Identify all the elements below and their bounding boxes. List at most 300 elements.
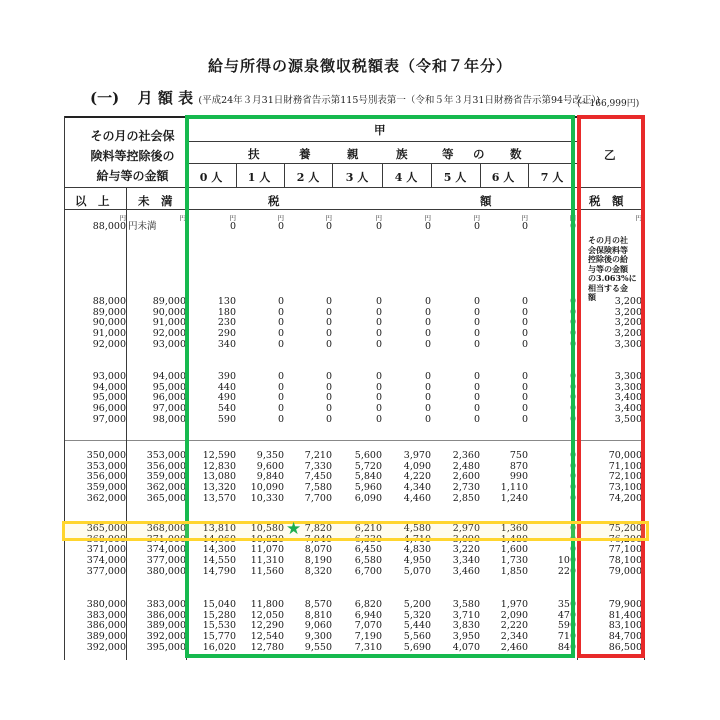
ko-tax-cell: 470 <box>557 609 576 621</box>
ko-tax-cell: 10,580 <box>250 523 284 534</box>
ko-tax-cell: 1,970 <box>500 599 528 610</box>
bracket-from: 374,000 <box>86 555 126 567</box>
ko-tax-cell: 2,850 <box>452 492 480 504</box>
ko-tax-cell: 5,560 <box>403 631 431 643</box>
bracket-to: 円未満 <box>128 221 157 232</box>
bracket-from: 95,000 <box>92 392 126 404</box>
yen-unit: 円 <box>229 214 236 222</box>
ko-tax-cell: 0 <box>277 296 284 307</box>
amount-column-caption <box>80 126 185 186</box>
ko-tax-cell: 0 <box>325 221 332 232</box>
bracket-to: 389,000 <box>146 620 186 632</box>
ko-tax-cell: 7,450 <box>304 471 332 483</box>
ko-tax-cell: 9,600 <box>256 460 284 472</box>
ko-tax-cell: 100 <box>557 555 576 567</box>
otsu-tax-cell: 81,400 <box>608 609 642 621</box>
bracket-from: 377,000 <box>86 565 126 577</box>
ko-tax-cell: 390 <box>217 371 236 382</box>
ko-tax-cell: 6,450 <box>354 544 382 556</box>
ko-tax-cell: 0 <box>375 338 382 350</box>
table-name: 月 額 表 <box>137 89 194 107</box>
ko-tax-cell: 8,070 <box>304 544 332 556</box>
ko-tax-cell: 230 <box>217 317 236 329</box>
ko-tax-cell: 9,300 <box>304 631 332 643</box>
ko-tax-cell: 13,320 <box>202 482 236 494</box>
ko-tax-cell: 0 <box>569 471 576 483</box>
bracket-to: 353,000 <box>146 450 186 461</box>
otsu-tax-cell: 76,200 <box>608 533 642 545</box>
bracket-to: 94,000 <box>152 371 186 382</box>
ko-tax-cell: 0 <box>325 392 332 404</box>
ko-tax-cell: 590 <box>217 413 236 425</box>
yen-unit: 円 <box>473 214 480 222</box>
bracket-from: 97,000 <box>92 413 126 425</box>
dependents-label-char: 族 <box>396 147 408 161</box>
ko-tax-cell: 15,530 <box>202 620 236 632</box>
otsu-tax-cell: 77,100 <box>608 544 642 556</box>
ko-tax-cell: 290 <box>217 328 236 340</box>
yen-unit: 円 <box>375 214 382 222</box>
bracket-to: 91,000 <box>152 317 186 329</box>
bracket-to: 89,000 <box>152 296 186 307</box>
ko-tax-cell: 0 <box>569 533 576 545</box>
ko-tax-cell: 9,550 <box>304 641 332 653</box>
dependents-label-char: 等 <box>442 147 454 161</box>
bracket-from: 88,000 <box>92 221 126 232</box>
bracket-to: 356,000 <box>146 460 186 472</box>
ko-tax-cell: 5,320 <box>403 609 431 621</box>
from-header: 以 上 <box>75 194 110 208</box>
ko-tax-cell: 0 <box>325 328 332 340</box>
ko-tax-cell: 0 <box>473 306 480 318</box>
ko-tax-cell: 3,460 <box>452 565 480 577</box>
otsu-tax-cell: 3,200 <box>614 306 642 318</box>
ko-tax-cell: 0 <box>569 523 576 534</box>
caption-line: 給与等の金額 <box>96 169 169 183</box>
bracket-from: 389,000 <box>86 631 126 643</box>
ko-tax-cell: 0 <box>473 221 480 232</box>
bracket-to: 377,000 <box>146 555 186 567</box>
otsu-tax-cell: 3,200 <box>614 296 642 307</box>
ko-tax-cell: 0 <box>325 317 332 329</box>
ko-tax-cell: 1,480 <box>500 533 528 545</box>
ko-tax-cell: 0 <box>325 403 332 415</box>
ko-tax-cell: 870 <box>509 460 528 472</box>
ko-tax-cell: 0 <box>424 381 431 393</box>
ko-tax-cell: 7,700 <box>304 492 332 504</box>
bracket-from: 90,000 <box>92 317 126 329</box>
ko-tax-cell: 4,340 <box>403 482 431 494</box>
otsu-tax-cell: 71,100 <box>608 460 642 472</box>
ko-tax-cell: 6,580 <box>354 555 382 567</box>
ko-tax-cell: 0 <box>277 338 284 350</box>
ko-tax-cell: 13,810 <box>202 523 236 534</box>
ko-tax-cell: 0 <box>325 413 332 425</box>
ko-tax-cell: 0 <box>521 403 528 415</box>
ko-tax-cell: 0 <box>521 328 528 340</box>
ko-tax-cell: 0 <box>424 403 431 415</box>
ko-tax-cell: 5,720 <box>354 460 382 472</box>
ko-tax-cell: 710 <box>557 631 576 643</box>
ko-tax-cell: 590 <box>557 620 576 632</box>
table-left-border <box>64 116 65 660</box>
ko-tax-cell: 0 <box>277 317 284 329</box>
caption-line: 険料等控除後の <box>90 149 175 163</box>
ko-tax-cell: 340 <box>217 338 236 350</box>
ko-tax-cell: 0 <box>569 306 576 318</box>
ko-tax-cell: 4,950 <box>403 555 431 567</box>
ko-tax-cell: 3,970 <box>403 450 431 461</box>
table-subtitle <box>90 87 600 108</box>
note-line: 会保険料等 <box>588 244 628 255</box>
ko-tax-cell: 5,960 <box>354 482 382 494</box>
yen-unit: 円 <box>119 214 126 222</box>
ko-tax-cell: 0 <box>277 403 284 415</box>
section-number: (一) <box>90 89 120 107</box>
ko-tax-cell: 0 <box>569 296 576 307</box>
ko-tax-cell: 1,850 <box>500 565 528 577</box>
bracket-to: 383,000 <box>146 599 186 610</box>
bracket-from: 356,000 <box>86 471 126 483</box>
ko-tax-cell: 0 <box>277 381 284 393</box>
note-line: 額 <box>588 292 596 302</box>
ko-tax-cell: 0 <box>569 460 576 472</box>
ko-tax-cell: 0 <box>569 221 576 232</box>
ko-tax-cell: 0 <box>424 296 431 307</box>
yen-unit: 円 <box>521 214 528 222</box>
note-line: その月の社 <box>588 235 628 245</box>
ko-tax-cell: 3,950 <box>452 631 480 643</box>
ko-tax-cell: 0 <box>473 403 480 415</box>
dependent-count-header: 7 人 <box>540 171 564 184</box>
ko-tax-cell: 6,700 <box>354 565 382 577</box>
caption-line: その月の社会保 <box>90 129 175 143</box>
ko-tax-cell: 2,220 <box>500 620 528 632</box>
ko-tax-cell: 3,090 <box>452 533 480 545</box>
ko-tax-cell: 0 <box>521 338 528 350</box>
ko-tax-cell: 2,360 <box>452 450 480 461</box>
ko-tax-cell: 4,580 <box>403 523 431 534</box>
bracket-to: 368,000 <box>146 523 186 534</box>
ko-tax-cell: 7,820 <box>304 523 332 534</box>
ko-tax-cell: 5,690 <box>403 641 431 653</box>
dependents-label-char: の <box>473 147 485 161</box>
ko-tax-cell: 0 <box>424 306 431 318</box>
ko-tax-cell: 15,770 <box>202 631 236 643</box>
ko-tax-cell: 5,200 <box>403 599 431 610</box>
note-line: の3.063%に <box>588 273 637 283</box>
otsu-column-highlight <box>577 115 645 658</box>
otsu-tax-cell: 3,300 <box>614 338 642 350</box>
ko-tax-cell: 0 <box>325 381 332 393</box>
ko-tax-cell: 11,070 <box>250 544 284 556</box>
ko-tax-cell: 0 <box>424 317 431 329</box>
ko-tax-cell: 0 <box>375 381 382 393</box>
bracket-from: 368,000 <box>86 533 126 545</box>
dependents-label-char: 数 <box>510 147 522 161</box>
ko-tax-cell: 11,800 <box>250 599 284 610</box>
otsu-tax-cell: 84,700 <box>608 631 642 643</box>
ko-tax-cell: 6,820 <box>354 599 382 610</box>
ko-tax-cell: 0 <box>569 317 576 329</box>
ko-tax-cell: 490 <box>217 392 236 404</box>
ko-tax-cell: 0 <box>473 371 480 382</box>
ko-tax-cell: 840 <box>557 641 576 653</box>
ko-tax-cell: 2,460 <box>500 641 528 653</box>
otsu-tax-cell: 73,100 <box>608 482 642 494</box>
otsu-tax-cell: 78,100 <box>608 555 642 567</box>
ko-tax-cell: 7,190 <box>354 631 382 643</box>
bracket-from: 392,000 <box>86 641 126 653</box>
ko-tax-cell: 0 <box>521 392 528 404</box>
ko-tax-cell: 4,090 <box>403 460 431 472</box>
otsu-tax-cell: 74,200 <box>608 492 642 504</box>
ko-tax-cell: 3,830 <box>452 620 480 632</box>
dependents-label-char: 養 <box>299 147 311 161</box>
ko-tax-cell: 0 <box>424 413 431 425</box>
ko-tax-cell: 440 <box>217 381 236 393</box>
ko-tax-cell: 4,460 <box>403 492 431 504</box>
dependent-count-header: 0 人 <box>199 171 223 184</box>
ko-tax-cell: 0 <box>277 392 284 404</box>
ko-tax-cell: 12,540 <box>250 631 284 643</box>
note-line: 与等の金額 <box>588 263 628 274</box>
otsu-tax-cell: 70,000 <box>608 450 642 461</box>
tax-header-2: 額 <box>480 194 492 208</box>
ko-tax-cell: 0 <box>569 392 576 404</box>
bracket-from: 96,000 <box>92 403 126 415</box>
note-line: 相当する金 <box>588 282 628 293</box>
ko-tax-cell: 12,590 <box>202 450 236 461</box>
ko-tax-cell: 0 <box>375 317 382 329</box>
ko-tax-cell: 10,090 <box>250 482 284 494</box>
ko-tax-cell: 220 <box>557 565 576 577</box>
bracket-from: 353,000 <box>86 460 126 472</box>
bracket-to: 97,000 <box>152 403 186 415</box>
ko-tax-cell: 14,790 <box>202 565 236 577</box>
bracket-from: 92,000 <box>92 338 126 350</box>
note-line: 控除後の給 <box>588 254 628 264</box>
otsu-tax-cell: 3,300 <box>614 381 642 393</box>
ko-tax-cell: 2,090 <box>500 609 528 621</box>
ko-tax-cell: 0 <box>473 413 480 425</box>
bracket-from: 359,000 <box>86 482 126 494</box>
ko-tax-cell: 0 <box>473 328 480 340</box>
ko-tax-cell: 4,220 <box>403 471 431 483</box>
ko-tax-cell: 6,090 <box>354 492 382 504</box>
ko-tax-cell: 3,340 <box>452 555 480 567</box>
ko-tax-cell: 15,280 <box>202 609 236 621</box>
otsu-tax-cell: 79,900 <box>608 599 642 610</box>
ko-tax-cell: 0 <box>473 392 480 404</box>
ko-tax-cell: 6,330 <box>354 533 382 545</box>
ko-tax-cell: 12,780 <box>250 641 284 653</box>
ko-tax-cell: 14,550 <box>202 555 236 567</box>
ko-tax-cell: 0 <box>277 371 284 382</box>
otsu-tax-cell: 3,200 <box>614 328 642 340</box>
ko-tax-cell: 9,060 <box>304 620 332 632</box>
ko-tax-cell: 9,350 <box>256 450 284 461</box>
otsu-tax-cell: 79,000 <box>608 565 642 577</box>
bracket-from: 89,000 <box>92 306 126 318</box>
ko-tax-cell: 13,570 <box>202 492 236 504</box>
ko-tax-cell: 4,830 <box>403 544 431 556</box>
ko-tax-cell: 11,560 <box>250 565 284 577</box>
ko-tax-cell: 0 <box>569 450 576 461</box>
ko-tax-cell: 8,570 <box>304 599 332 610</box>
ko-tax-cell: 9,840 <box>256 471 284 483</box>
ko-tax-cell: 0 <box>569 328 576 340</box>
ko-tax-cell: 0 <box>424 371 431 382</box>
ko-tax-cell: 5,840 <box>354 471 382 483</box>
bracket-from: 93,000 <box>92 371 126 382</box>
ko-tax-cell: 13,080 <box>202 471 236 483</box>
bracket-from: 362,000 <box>86 492 126 504</box>
ko-tax-cell: 12,290 <box>250 620 284 632</box>
ko-tax-cell: 12,050 <box>250 609 284 621</box>
ko-tax-cell: 0 <box>569 338 576 350</box>
bracket-from: 380,000 <box>86 599 126 610</box>
otsu-tax-cell: 83,100 <box>608 620 642 632</box>
ko-tax-cell: 0 <box>521 221 528 232</box>
otsu-tax-cell: 3,400 <box>614 403 642 415</box>
ko-tax-cell: 0 <box>521 296 528 307</box>
ko-tax-cell: 2,730 <box>452 482 480 494</box>
bracket-to: 92,000 <box>152 328 186 340</box>
yen-unit: 円 <box>569 214 576 222</box>
dependents-label-char: 親 <box>347 147 359 161</box>
ko-tax-cell: 0 <box>424 328 431 340</box>
bracket-to: 380,000 <box>146 565 186 577</box>
ko-header: 甲 <box>374 123 386 137</box>
bracket-to: 95,000 <box>152 381 186 393</box>
ko-tax-cell: 0 <box>521 306 528 318</box>
ko-tax-cell: 130 <box>217 296 236 307</box>
ko-tax-cell: 3,580 <box>452 599 480 610</box>
ko-tax-cell: 0 <box>569 544 576 556</box>
otsu-tax-cell: 75,200 <box>608 523 642 534</box>
bracket-to: 374,000 <box>146 544 186 556</box>
ko-tax-cell: 10,330 <box>250 492 284 504</box>
bracket-to: 371,000 <box>146 533 186 545</box>
dependent-count-header: 4 人 <box>394 171 418 184</box>
bracket-from: 350,000 <box>86 450 126 461</box>
otsu-tax-cell: 3,300 <box>614 371 642 382</box>
ko-tax-cell: 0 <box>473 296 480 307</box>
bracket-to: 96,000 <box>152 392 186 404</box>
page-title: 給与所得の源泉徴収税額表（令和７年分） <box>207 57 512 75</box>
bracket-from: 91,000 <box>92 328 126 340</box>
legal-reference-note: (平成24年３月31日財務省告示第115号別表第一（令和５年３月31日財務省告示第94号改正）) <box>198 95 601 106</box>
ko-tax-cell: 5,440 <box>403 620 431 632</box>
ko-tax-cell: 5,600 <box>354 450 382 461</box>
ko-tax-cell: 2,340 <box>500 631 528 643</box>
yen-unit: 円 <box>179 214 186 222</box>
yen-unit: 円 <box>277 214 284 222</box>
ko-tax-cell: 6,210 <box>354 523 382 534</box>
ko-tax-cell: 0 <box>521 371 528 382</box>
ko-tax-cell: 0 <box>375 392 382 404</box>
ko-tax-cell: 3,710 <box>452 609 480 621</box>
ko-tax-cell: 0 <box>424 221 431 232</box>
ko-tax-cell: 5,070 <box>403 565 431 577</box>
ko-tax-cell: 0 <box>375 371 382 382</box>
yen-unit: 円 <box>635 214 642 222</box>
ko-tax-cell: 0 <box>569 371 576 382</box>
ko-tax-cell: 0 <box>277 306 284 318</box>
ko-tax-cell: 0 <box>521 413 528 425</box>
ko-tax-cell: 0 <box>375 328 382 340</box>
ko-tax-cell: 350 <box>557 599 576 610</box>
ko-tax-cell: 0 <box>375 296 382 307</box>
yen-unit: 円 <box>424 214 431 222</box>
ko-tax-cell: 0 <box>569 403 576 415</box>
bracket-to: 359,000 <box>146 471 186 483</box>
otsu-tax-cell: 3,500 <box>614 413 642 425</box>
ko-tax-cell: 0 <box>424 338 431 350</box>
ko-tax-cell: 7,070 <box>354 620 382 632</box>
bracket-from: 94,000 <box>92 381 126 393</box>
ko-tax-cell: 3,220 <box>452 544 480 556</box>
ko-tax-cell: 0 <box>569 492 576 504</box>
ko-tax-cell: 12,830 <box>202 460 236 472</box>
bracket-from: 383,000 <box>86 609 126 621</box>
ko-tax-cell: 15,040 <box>202 599 236 610</box>
ko-tax-cell: 14,060 <box>202 533 236 545</box>
ko-tax-cell: 0 <box>569 381 576 393</box>
otsu-tax-cell: 3,400 <box>614 392 642 404</box>
ko-tax-cell: 180 <box>217 306 236 318</box>
dependent-count-header: 3 人 <box>345 171 369 184</box>
bracket-to: 362,000 <box>146 482 186 494</box>
ko-tax-cell: 4,070 <box>452 641 480 653</box>
ko-tax-cell: 0 <box>325 296 332 307</box>
ko-tax-cell: 16,020 <box>202 641 236 653</box>
ko-tax-cell: 4,710 <box>403 533 431 545</box>
ko-tax-cell: 1,110 <box>500 482 528 494</box>
ko-tax-cell: 6,940 <box>354 609 382 621</box>
ko-tax-cell: 0 <box>424 392 431 404</box>
ko-tax-cell: 2,970 <box>452 523 480 534</box>
ko-tax-cell: 11,310 <box>250 555 284 567</box>
bracket-from: 386,000 <box>86 620 126 632</box>
bracket-to: 395,000 <box>146 641 186 653</box>
otsu-tax-cell: 3,200 <box>614 317 642 329</box>
ko-tax-cell: 0 <box>229 221 236 232</box>
otsu-tax-cell: 72,100 <box>608 471 642 483</box>
ko-tax-cell: 1,360 <box>500 523 528 534</box>
ko-tax-cell: 990 <box>509 471 528 483</box>
ko-tax-cell: 0 <box>277 221 284 232</box>
ko-tax-cell: 0 <box>375 413 382 425</box>
ko-tax-cell: 0 <box>375 306 382 318</box>
ko-tax-cell: 0 <box>473 381 480 393</box>
range-note: (～166,999円) <box>577 99 640 109</box>
bracket-to: 386,000 <box>146 609 186 621</box>
ko-tax-cell: 2,600 <box>452 471 480 483</box>
ko-tax-cell: 0 <box>473 338 480 350</box>
ko-tax-cell: 0 <box>325 306 332 318</box>
ko-tax-cell: 7,310 <box>354 641 382 653</box>
ko-column-highlight <box>185 115 575 658</box>
ko-tax-cell: 0 <box>569 482 576 494</box>
ko-tax-cell: 540 <box>217 403 236 415</box>
bracket-from: 88,000 <box>92 296 126 307</box>
otsu-header: 乙 <box>604 148 616 162</box>
to-header: 未 満 <box>138 194 173 208</box>
dependents-label-char: 扶 <box>248 147 260 161</box>
ko-tax-cell: 0 <box>473 317 480 329</box>
